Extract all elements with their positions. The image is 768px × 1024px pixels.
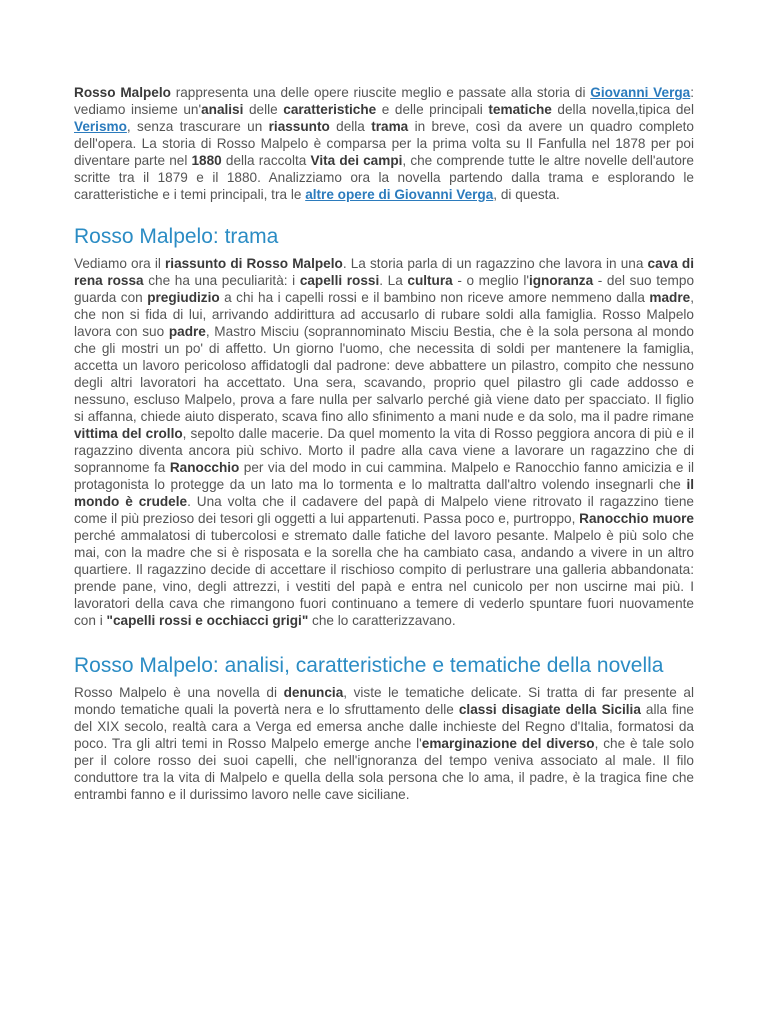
intro-text: : vediamo insieme un' <box>74 85 694 117</box>
intro-bold: riassunto <box>268 119 330 134</box>
trama-text: per via del modo in cui cammina. Malpelo e Ranocchio fanno amicizia e il protagonista lo protegge da un lato ma lo tormenta e lo maltratta dall'altro volendo insegnarli che <box>74 460 694 492</box>
intro-text: e delle principali <box>376 102 489 117</box>
trama-text: a chi ha i capelli rossi e il bambino non riceve amore nemmeno dalla <box>219 290 650 305</box>
intro-bold: Vita dei campi <box>310 153 403 168</box>
section-title-analisi: Rosso Malpelo: analisi, caratteristiche e tematiche della novella <box>74 654 664 677</box>
intro-text: della novella,tipica del <box>551 102 695 117</box>
intro-text: della raccolta <box>221 153 311 168</box>
analisi-text: , che è tale solo per il colore rosso dei suoi capelli, che nell'ignoranza del tempo veniva associato al male. Il filo conduttore tra la vita di Malpelo e quella della sola persona che lo ama, il padre, è la tragica fine che entrambi fanno e il durissimo lavoro nelle cave siciliane. <box>74 736 695 802</box>
link-altre-opere[interactable]: altre opere di Giovanni Verga <box>305 187 494 202</box>
trama-bold: "capelli rossi e occhiacci grigi" <box>106 613 309 628</box>
analisi-paragraph <box>74 684 694 803</box>
trama-bold: cava di rena rossa <box>74 256 694 288</box>
trama-text: - del suo tempo guarda con <box>74 273 695 305</box>
analisi-text: alla fine del XIX secolo, realtà cara a Verga ed emersa anche dalle inchieste del Regno d'Italia, formatosi da poco. Tra gli altri temi in Rosso Malpelo emerge anche l' <box>74 702 694 751</box>
trama-bold: pregiudizio <box>147 290 220 305</box>
trama-text: che lo caratterizzavano. <box>308 613 456 628</box>
trama-bold: vittima del crollo <box>74 426 183 441</box>
trama-bold: riassunto di Rosso Malpelo <box>165 256 343 271</box>
intro-bold: 1880 <box>191 153 222 168</box>
trama-text: , che non si fida di lui, arrivando addirittura ad accusarlo di rubare soldi alla famiglia. Rosso Malpelo lavora con suo <box>74 290 694 339</box>
analisi-bold: emarginazione del diverso <box>421 736 595 751</box>
intro-bold: trama <box>371 119 409 134</box>
intro-text: della <box>329 119 372 134</box>
intro-text: delle <box>243 102 284 117</box>
trama-text: . La storia parla di un ragazzino che lavora in una <box>342 256 648 271</box>
trama-bold: padre <box>168 324 206 339</box>
intro-bold: analisi <box>201 102 244 117</box>
trama-bold: capelli rossi <box>299 273 380 288</box>
link-verismo[interactable]: Verismo <box>74 119 127 134</box>
trama-text: che ha una peculiarità: i <box>143 273 300 288</box>
trama-text: Vediamo ora il <box>74 256 165 271</box>
intro-bold: tematiche <box>488 102 552 117</box>
trama-text: - o meglio l' <box>452 273 529 288</box>
analisi-bold: denuncia <box>283 685 344 700</box>
trama-text: , sepolto dalle macerie. Da quel momento la vita di Rosso peggiora ancora di più e il ragazzino diventa ancora più schivo. Morto il padre alla cava viene a lavorare un ragazzino che di soprannome fa <box>74 426 694 475</box>
intro-paragraph <box>74 84 694 203</box>
intro-text: , di questa. <box>493 187 560 202</box>
analisi-text: , viste le tematiche delicate. Si tratta di far presente al mondo tematiche quali la povertà nera e lo sfruttamento delle <box>74 685 694 717</box>
intro-text: , senza trascurare un <box>126 119 269 134</box>
trama-bold: Ranocchio muore <box>579 511 694 526</box>
trama-bold: Ranocchio <box>169 460 240 475</box>
trama-text: . La <box>379 273 408 288</box>
section-title-trama: Rosso Malpelo: trama <box>74 225 279 248</box>
trama-text: . Una volta che il cadavere del papà di Malpelo viene ritrovato il ragazzino tiene come il più prezioso dei tesori gli oggetti a lui appartenuti. Passa poco e, purtroppo, <box>74 494 694 526</box>
link-giovanni-verga[interactable]: Giovanni Verga <box>590 85 691 100</box>
trama-bold: cultura <box>407 273 453 288</box>
trama-text: perché ammalatosi di tubercolosi e stremato dalle fatiche del lavoro pesante. Malpelo è più solo che mai, con la madre che si è risposata e la sorella che ha cambiato casa, andando a vivere in un altro quartiere. Il ragazzino decide di accettare il rischioso compito di perlustrare una galleria abbandonata: prende pane, vino, degli attrezzi, i vestiti del papà e entra nel cunicolo per non uscirne mai più. I lavoratori della cava che rimangono fuori continuano a temere di vederlo spuntare fuori nuovamente con i <box>74 528 694 628</box>
analisi-text: Rosso Malpelo è una novella di <box>74 685 284 700</box>
trama-bold: madre <box>649 290 691 305</box>
intro-text: in breve, così da avere un quadro completo dell'opera. La storia di Rosso Malpelo è comparsa per la prima volta su Il Fanfulla nel 1878 per poi diventare parte nel <box>74 119 694 168</box>
analisi-bold: classi disagiate della Sicilia <box>458 702 641 717</box>
intro-text: rappresenta una delle opere riuscite meglio e passate alla storia di <box>170 85 591 100</box>
trama-paragraph <box>74 255 694 629</box>
trama-bold: ignoranza <box>528 273 594 288</box>
article <box>74 84 694 803</box>
trama-text: , Mastro Misciu (soprannominato Misciu Bestia, che è la sola persona al mondo che gli mostri un po' di affetto. Un giorno l'uomo, che necessita di soldi per mantenere la famiglia, accetta un lavoro pericoloso affidatogli dal padrone: deve abbattere un pilastro, compito che nessuno degli altri lavoratori ha accettato. Una sera, scavando, proprio quel pilastro gli cade addosso e nessuno, escluso Malpelo, prova a fare nulla per salvarlo perché già viene dato per spacciato. Il figlio si affanna, chiede aiuto disperato, scava fino allo sfinimento a mani nude e da solo, ma il padre rimane <box>74 324 694 424</box>
trama-bold: il mondo è crudele <box>74 477 694 509</box>
intro-text: , che comprende tutte le altre novelle dell'autore scritte tra il 1879 e il 1880. Analizziamo ora la novella partendo dalla trama e esplorando le caratteristiche e i temi principali, tra le <box>74 153 694 202</box>
intro-bold: Rosso Malpelo <box>74 85 171 100</box>
intro-bold: caratteristiche <box>283 102 377 117</box>
